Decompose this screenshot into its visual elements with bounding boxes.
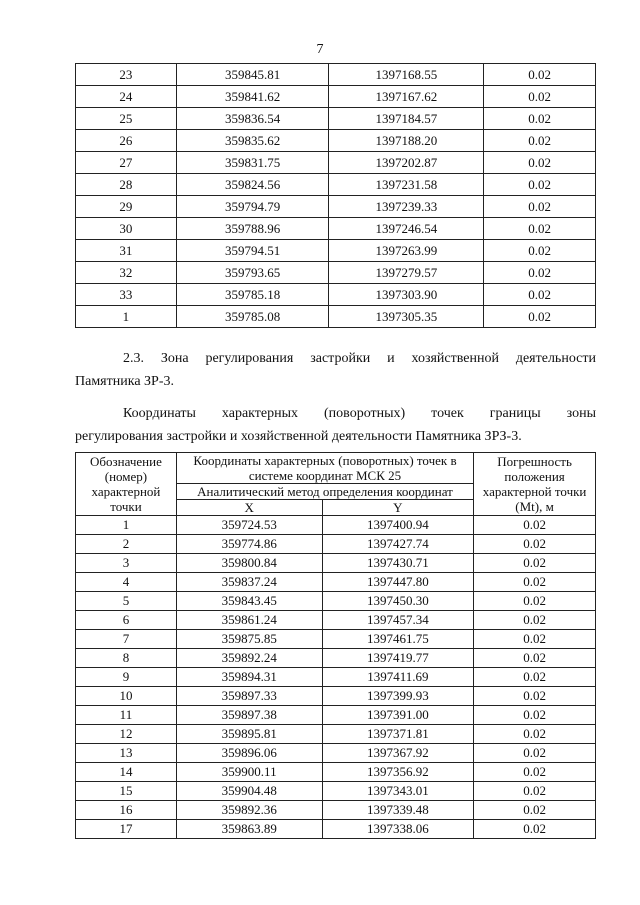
point-number: 28 <box>76 174 177 196</box>
point-number: 33 <box>76 284 177 306</box>
coord-y: 1397305.35 <box>329 306 484 328</box>
error-value: 0.02 <box>474 516 596 535</box>
coord-x: 359845.81 <box>176 64 329 86</box>
section-heading <box>75 347 596 393</box>
table-row <box>76 108 596 130</box>
coord-x: 359837.24 <box>176 573 322 592</box>
coordinates-caption <box>75 402 596 448</box>
coord-y: 1397461.75 <box>322 630 474 649</box>
coord-y: 1397430.71 <box>322 554 474 573</box>
coord-y: 1397239.33 <box>329 196 484 218</box>
coord-x: 359892.36 <box>176 801 322 820</box>
coord-x: 359875.85 <box>176 630 322 649</box>
coord-y: 1397450.30 <box>322 592 474 611</box>
coord-x: 359794.79 <box>176 196 329 218</box>
table-row <box>76 649 596 668</box>
coord-y: 1397202.87 <box>329 152 484 174</box>
coord-x: 359896.06 <box>176 744 322 763</box>
coord-y: 1397231.58 <box>329 174 484 196</box>
error-value: 0.02 <box>474 725 596 744</box>
point-number: 12 <box>76 725 177 744</box>
error-value: 0.02 <box>484 218 596 240</box>
table-row <box>76 152 596 174</box>
point-number: 6 <box>76 611 177 630</box>
point-number: 23 <box>76 64 177 86</box>
coord-y: 1397371.81 <box>322 725 474 744</box>
coord-x: 359897.33 <box>176 687 322 706</box>
coordinates-table-zrz3 <box>75 452 596 839</box>
coord-y: 1397343.01 <box>322 782 474 801</box>
point-number: 31 <box>76 240 177 262</box>
coord-x: 359788.96 <box>176 218 329 240</box>
point-number: 5 <box>76 592 177 611</box>
coord-y: 1397246.54 <box>329 218 484 240</box>
error-value: 0.02 <box>474 649 596 668</box>
error-value: 0.02 <box>484 86 596 108</box>
table-row <box>76 573 596 592</box>
coord-y: 1397184.57 <box>329 108 484 130</box>
point-number: 9 <box>76 668 177 687</box>
coord-x: 359841.62 <box>176 86 329 108</box>
coord-y: 1397167.62 <box>329 86 484 108</box>
coord-y: 1397279.57 <box>329 262 484 284</box>
coord-y: 1397356.92 <box>322 763 474 782</box>
point-number: 8 <box>76 649 177 668</box>
coord-x: 359794.51 <box>176 240 329 262</box>
coord-x: 359861.24 <box>176 611 322 630</box>
error-value: 0.02 <box>484 284 596 306</box>
coord-y: 1397411.69 <box>322 668 474 687</box>
coord-y: 1397427.74 <box>322 535 474 554</box>
point-number: 2 <box>76 535 177 554</box>
error-value: 0.02 <box>474 687 596 706</box>
table-row <box>76 284 596 306</box>
coord-x: 359897.38 <box>176 706 322 725</box>
coord-y: 1397419.77 <box>322 649 474 668</box>
coord-x: 359800.84 <box>176 554 322 573</box>
table-row <box>76 630 596 649</box>
table-row <box>76 706 596 725</box>
point-number: 11 <box>76 706 177 725</box>
point-number: 29 <box>76 196 177 218</box>
coordinates-table-continued <box>75 63 596 328</box>
table-row <box>76 535 596 554</box>
table-row <box>76 64 596 86</box>
point-number: 14 <box>76 763 177 782</box>
coord-x: 359785.18 <box>176 284 329 306</box>
table-row <box>76 174 596 196</box>
coord-x: 359724.53 <box>176 516 322 535</box>
table-row <box>76 516 596 535</box>
section-heading-line2: Памятника ЗР-3. <box>75 374 174 389</box>
coord-y: 1397391.00 <box>322 706 474 725</box>
coord-y: 1397263.99 <box>329 240 484 262</box>
point-number: 10 <box>76 687 177 706</box>
table-row <box>76 763 596 782</box>
point-number: 4 <box>76 573 177 592</box>
error-value: 0.02 <box>474 592 596 611</box>
error-value: 0.02 <box>474 668 596 687</box>
page-number: 7 <box>316 42 324 57</box>
table-row <box>76 592 596 611</box>
coord-x: 359785.08 <box>176 306 329 328</box>
coord-x: 359894.31 <box>176 668 322 687</box>
error-value: 0.02 <box>474 820 596 839</box>
error-value: 0.02 <box>484 174 596 196</box>
coord-y: 1397339.48 <box>322 801 474 820</box>
error-value: 0.02 <box>474 573 596 592</box>
error-value: 0.02 <box>484 152 596 174</box>
table-row <box>76 687 596 706</box>
error-value: 0.02 <box>474 706 596 725</box>
table-row <box>76 554 596 573</box>
coord-y: 1397367.92 <box>322 744 474 763</box>
header-point: Обозначение (номер) характерной точки <box>76 453 177 516</box>
point-number: 17 <box>76 820 177 839</box>
error-value: 0.02 <box>474 611 596 630</box>
point-number: 7 <box>76 630 177 649</box>
point-number: 13 <box>76 744 177 763</box>
table-row <box>76 306 596 328</box>
table-row <box>76 725 596 744</box>
coord-x: 359863.89 <box>176 820 322 839</box>
coord-x: 359836.54 <box>176 108 329 130</box>
header-x: X <box>176 500 322 516</box>
point-number: 26 <box>76 130 177 152</box>
point-number: 24 <box>76 86 177 108</box>
table-row <box>76 782 596 801</box>
section-heading-line1: 2.3. Зона регулирования застройки и хозяйственной деятельности <box>123 351 596 366</box>
table-row <box>76 218 596 240</box>
table-row <box>76 240 596 262</box>
coord-y: 1397168.55 <box>329 64 484 86</box>
point-number: 15 <box>76 782 177 801</box>
point-number: 30 <box>76 218 177 240</box>
table-row <box>76 130 596 152</box>
coord-x: 359843.45 <box>176 592 322 611</box>
error-value: 0.02 <box>474 763 596 782</box>
point-number: 1 <box>76 306 177 328</box>
error-value: 0.02 <box>474 782 596 801</box>
header-error: Погрешность положения характерной точки (Mt), м <box>474 453 596 516</box>
coord-x: 359824.56 <box>176 174 329 196</box>
table-row <box>76 86 596 108</box>
coord-y: 1397188.20 <box>329 130 484 152</box>
table-row <box>76 611 596 630</box>
coord-y: 1397338.06 <box>322 820 474 839</box>
error-value: 0.02 <box>474 630 596 649</box>
error-value: 0.02 <box>484 108 596 130</box>
point-number: 32 <box>76 262 177 284</box>
table-row <box>76 668 596 687</box>
point-number: 1 <box>76 516 177 535</box>
coord-x: 359900.11 <box>176 763 322 782</box>
coord-x: 359831.75 <box>176 152 329 174</box>
error-value: 0.02 <box>484 306 596 328</box>
error-value: 0.02 <box>484 240 596 262</box>
coord-y: 1397447.80 <box>322 573 474 592</box>
coord-x: 359892.24 <box>176 649 322 668</box>
point-number: 25 <box>76 108 177 130</box>
table-row <box>76 820 596 839</box>
coord-x: 359793.65 <box>176 262 329 284</box>
point-number: 3 <box>76 554 177 573</box>
point-number: 16 <box>76 801 177 820</box>
coord-x: 359904.48 <box>176 782 322 801</box>
error-value: 0.02 <box>484 130 596 152</box>
error-value: 0.02 <box>484 196 596 218</box>
coord-y: 1397303.90 <box>329 284 484 306</box>
error-value: 0.02 <box>474 801 596 820</box>
table-row <box>76 196 596 218</box>
coord-x: 359774.86 <box>176 535 322 554</box>
error-value: 0.02 <box>484 262 596 284</box>
coord-y: 1397400.94 <box>322 516 474 535</box>
table-row <box>76 744 596 763</box>
table-row <box>76 262 596 284</box>
coordinates-caption-line2: регулирования застройки и хозяйственной деятельности Памятника ЗРЗ-3. <box>75 429 522 444</box>
coord-x: 359835.62 <box>176 130 329 152</box>
error-value: 0.02 <box>484 64 596 86</box>
header-method: Аналитический метод определения координат <box>176 484 473 500</box>
error-value: 0.02 <box>474 554 596 573</box>
coordinates-caption-line1: Координаты характерных (поворотных) точек границы зоны <box>123 406 596 421</box>
coord-y: 1397457.34 <box>322 611 474 630</box>
coord-y: 1397399.93 <box>322 687 474 706</box>
header-coords: Координаты характерных (поворотных) точек в системе координат МСК 25 <box>176 453 473 484</box>
header-y: Y <box>322 500 474 516</box>
error-value: 0.02 <box>474 535 596 554</box>
point-number: 27 <box>76 152 177 174</box>
coord-x: 359895.81 <box>176 725 322 744</box>
error-value: 0.02 <box>474 744 596 763</box>
table-row <box>76 801 596 820</box>
